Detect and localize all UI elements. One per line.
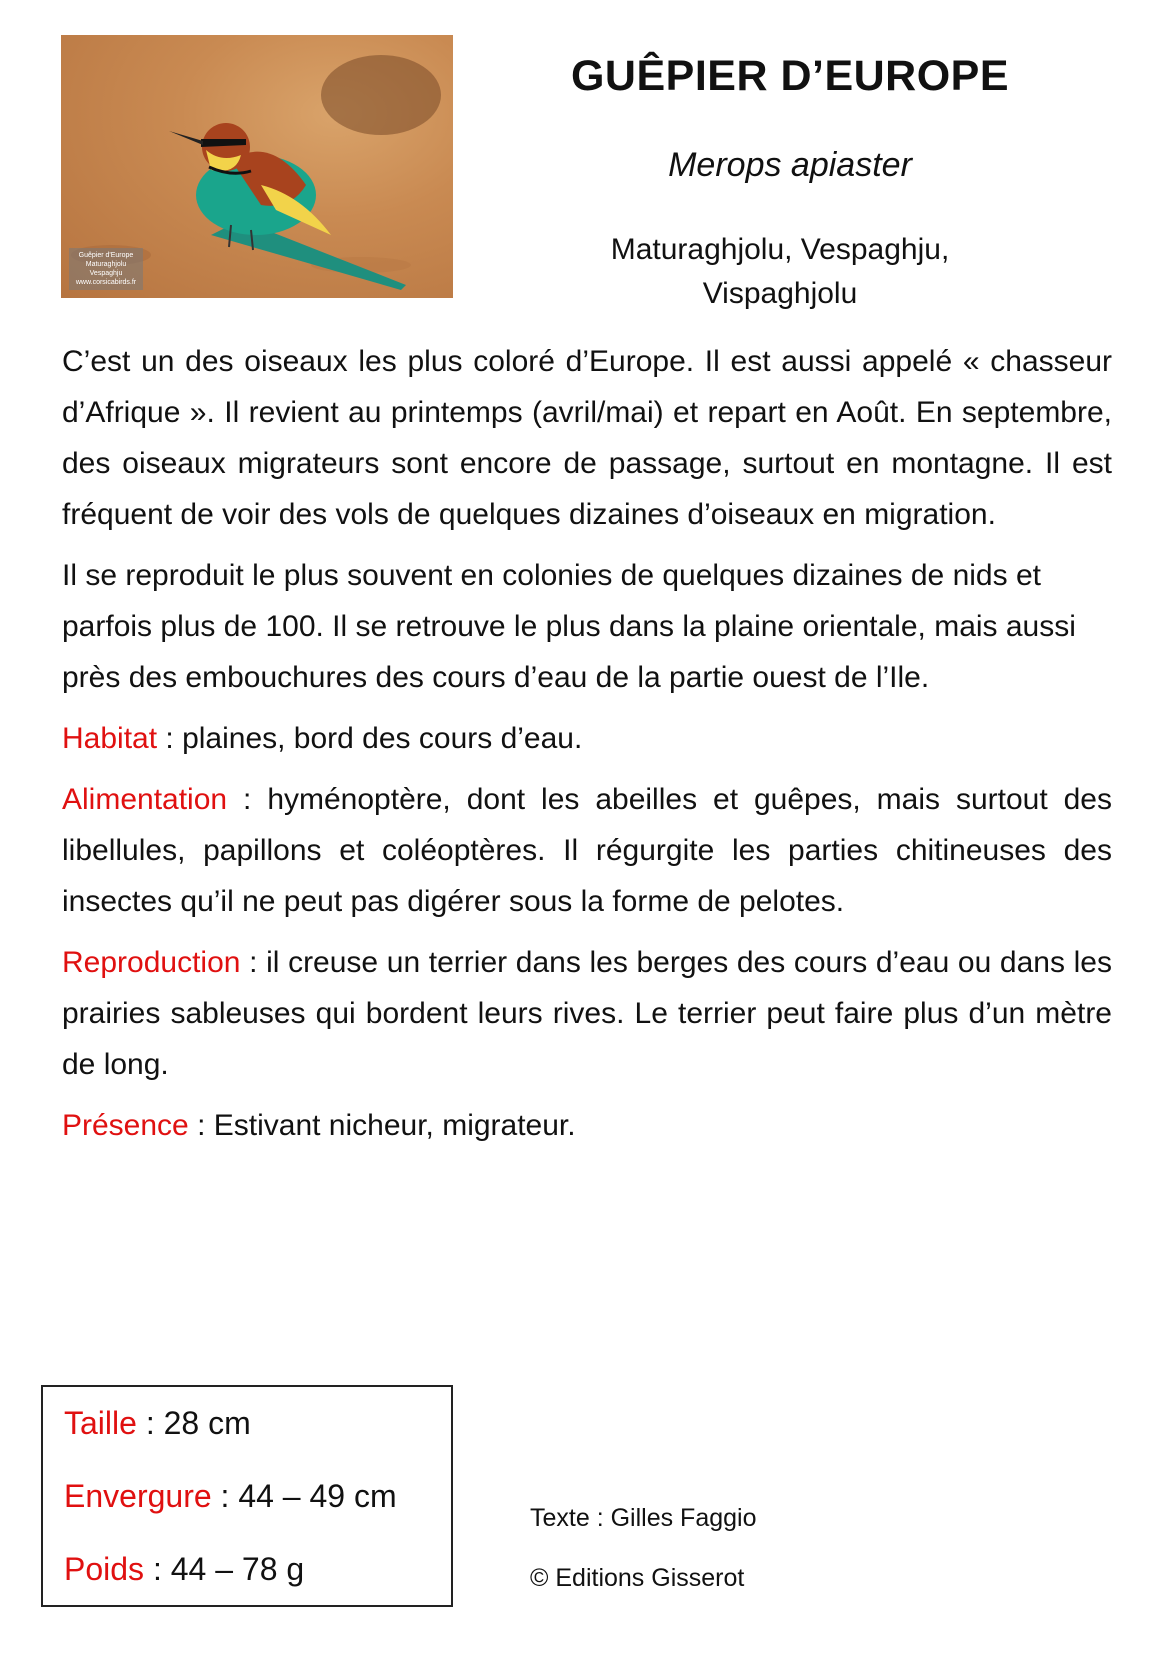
size-value: : 28 cm xyxy=(136,1405,251,1441)
photo-caption-line2: Vespaghju xyxy=(89,270,123,277)
presence-paragraph xyxy=(62,1100,1112,1151)
photo-caption xyxy=(69,248,143,290)
size-label: Taille xyxy=(64,1405,137,1441)
weight-row xyxy=(64,1543,430,1616)
photo-caption-line1: Maturaghjolu xyxy=(85,261,127,268)
presence-label: Présence xyxy=(62,1109,189,1142)
latin-name: Merops apiaster xyxy=(668,146,912,184)
page-title: GUÊPIER D’EUROPE xyxy=(570,52,1010,100)
photo-caption-line3: www.corsicabirds.fr xyxy=(75,279,137,286)
habitat-paragraph xyxy=(62,713,1112,764)
habitat-label: Habitat xyxy=(62,722,158,755)
reproduction-label: Reproduction xyxy=(62,946,241,979)
presence-text: : Estivant nicheur, migrateur. xyxy=(188,1109,576,1142)
credits xyxy=(530,1498,757,1618)
text-author: Texte : Gilles Faggio xyxy=(530,1504,757,1532)
reproduction-paragraph xyxy=(62,937,1112,1090)
alimentation-label: Alimentation xyxy=(62,783,228,816)
local-names-line1: Maturaghjolu, Vespaghju, xyxy=(610,233,950,266)
habitat-text: : plaines, bord des cours d’eau. xyxy=(157,722,583,755)
wingspan-row xyxy=(64,1470,430,1543)
alimentation-paragraph xyxy=(62,774,1112,927)
photo-caption-title: Guêpier d'Europe xyxy=(78,252,134,259)
size-row xyxy=(64,1397,430,1470)
intro-paragraph: C’est un des oiseaux les plus coloré d’Europe. Il est aussi appelé « chasseur d’Afrique ». Il revient au printemps (avril/mai) et repart en Août. En septembre, des oiseaux migrateurs sont encore de passage, surtout en montagne. Il est fréquent de voir des vols de quelques dizaines d’oiseaux en migration. xyxy=(62,345,1112,531)
publisher: © Editions Gisserot xyxy=(530,1564,745,1592)
bird-photo xyxy=(61,35,453,298)
local-names-line2: Vispaghjolu xyxy=(702,277,858,310)
weight-label: Poids xyxy=(64,1551,145,1587)
alimentation-text: : hyménoptère, dont les abeilles et guêpes, mais surtout des libellules, papillons et coléoptères. Il régurgite les parties chitineuses des insectes qu’il ne peut pas digérer sous la forme de pelotes. xyxy=(62,783,1112,918)
local-names xyxy=(560,228,1000,316)
wingspan-label: Envergure xyxy=(64,1478,212,1514)
reproduction-text: : il creuse un terrier dans les berges des cours d’eau ou dans les prairies sableuses qui bordent leurs rives. Le terrier peut faire plus d’un mètre de long. xyxy=(62,946,1112,1081)
measurements-box xyxy=(41,1385,453,1607)
distribution-paragraph: Il se reproduit le plus souvent en colonies de quelques dizaines de nids et parfois plus de 100. Il se retrouve le plus dans la plaine orientale, mais aussi près des embouchures des cours d’eau de la partie ouest de l’Ile. xyxy=(62,559,1076,694)
description-body xyxy=(62,336,1112,1161)
wingspan-value: : 44 – 49 cm xyxy=(211,1478,397,1514)
weight-value: : 44 – 78 g xyxy=(144,1551,305,1587)
